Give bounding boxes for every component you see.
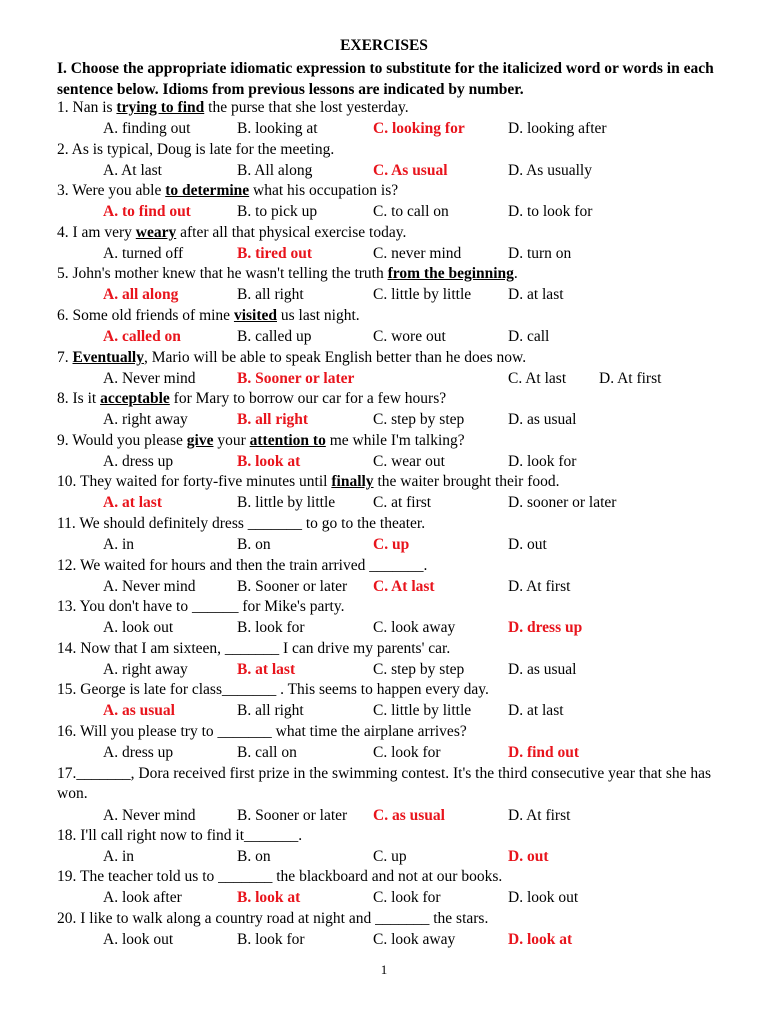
answer-option-correct: B. tired out <box>237 245 313 262</box>
answer-option: C. never mind <box>373 245 462 262</box>
answer-option: A. in <box>103 536 134 553</box>
answer-option-correct: C. At last <box>373 578 435 595</box>
answer-option: D. as usual <box>508 661 577 678</box>
question-text: us last night. <box>277 307 360 324</box>
question-text: 14. Now that I am sixteen, _______ I can drive my parents' car. <box>57 640 451 657</box>
answer-option: B. Sooner or later <box>237 578 348 595</box>
answer-option: C. wear out <box>373 453 445 470</box>
answer-option: B. all right <box>237 702 304 719</box>
answer-option: D. looking after <box>508 120 607 137</box>
question-text: after all that physical exercise today. <box>176 224 407 241</box>
answer-option: A. turned off <box>103 245 184 262</box>
answer-option-correct: D. look at <box>508 931 573 948</box>
answer-option: A. Never mind <box>103 807 196 824</box>
answer-option-correct: D. out <box>508 848 549 865</box>
answer-option: D. call <box>508 328 550 345</box>
keyword-underlined: acceptable <box>100 390 170 407</box>
answer-option: A. look after <box>103 889 182 906</box>
answer-option: C. step by step <box>373 661 465 678</box>
question-text: 18. I'll call right now to find it_______. <box>57 827 303 844</box>
answer-option: A. in <box>103 848 134 865</box>
question-text: 12. We waited for hours and then the train arrived _______. <box>57 557 428 574</box>
answer-option-correct: A. all along <box>103 286 179 303</box>
answer-option-correct: C. As usual <box>373 162 448 179</box>
question-text: the purse that she lost yesterday. <box>204 99 409 116</box>
keyword-underlined: trying to find <box>116 99 205 116</box>
keyword-underlined: weary <box>135 224 177 241</box>
question-text: 9. Would you please <box>57 432 187 449</box>
answer-option: D. look out <box>508 889 579 906</box>
question-text: 8. Is it <box>57 390 101 407</box>
question-text: 16. Will you please try to _______ what time the airplane arrives? <box>57 723 467 740</box>
question-stem <box>57 223 737 243</box>
question-stem <box>57 826 737 846</box>
keyword-underlined: give <box>186 432 214 449</box>
keyword-underlined: Eventually <box>72 349 144 366</box>
answer-option: C. little by little <box>373 702 472 719</box>
question-text: your <box>213 432 250 449</box>
answer-option: B. looking at <box>237 120 318 137</box>
answer-option-correct: B. look at <box>237 453 301 470</box>
question-text: . <box>513 265 518 282</box>
page-title: EXERCISES <box>340 37 428 54</box>
question-stem <box>57 472 737 492</box>
answer-option: B. all right <box>237 286 304 303</box>
question-stem <box>57 514 737 534</box>
answer-option: D. out <box>508 536 547 553</box>
answer-option-correct: A. as usual <box>103 702 175 719</box>
keyword-underlined: to determine <box>165 182 250 199</box>
answer-option: D. to look for <box>508 203 593 220</box>
answer-option: D. At first <box>508 578 571 595</box>
answer-option: C. little by little <box>373 286 472 303</box>
question-text: 5. John's mother knew that he wasn't telling the truth <box>57 265 388 282</box>
answer-option: A. look out <box>103 619 174 636</box>
question-text: for Mary to borrow our car for a few hours? <box>169 390 447 407</box>
keyword-underlined: visited <box>233 307 277 324</box>
answer-option-correct: C. looking for <box>373 120 465 137</box>
question-text: 6. Some old friends of mine <box>57 307 234 324</box>
question-stem <box>57 556 737 576</box>
question-stem <box>57 909 737 929</box>
question-stem <box>57 680 737 700</box>
answer-option: D. as usual <box>508 411 577 428</box>
question-text: the waiter brought their food. <box>373 473 560 490</box>
question-text: 2. As is typical, Doug is late for the meeting. <box>57 141 335 158</box>
answer-option: D. at last <box>508 702 564 719</box>
question-stem <box>57 639 737 659</box>
question-stem <box>57 764 717 804</box>
answer-option: D. At first <box>508 807 571 824</box>
answer-option: A. dress up <box>103 744 174 761</box>
answer-option: A. At last <box>103 162 162 179</box>
question-text: , Mario will be able to speak English better than he does now. <box>143 349 527 366</box>
answer-option: B. look for <box>237 931 305 948</box>
question-text: me while I'm talking? <box>325 432 465 449</box>
answer-option: D. sooner or later <box>508 494 617 511</box>
answer-option-correct: B. look at <box>237 889 301 906</box>
answer-option: C. wore out <box>373 328 446 345</box>
question-text: 13. You don't have to ______ for Mike's party. <box>57 598 345 615</box>
answer-option: C. At last <box>508 370 567 387</box>
question-stem <box>57 264 737 284</box>
question-text: 17._______, Dora received first prize in the swimming contest. It's the third consecutive year that she has won. <box>57 765 712 802</box>
question-text: 3. Were you able <box>57 182 166 199</box>
answer-option-correct: C. up <box>373 536 410 553</box>
question-stem <box>57 389 737 409</box>
page-number: 1 <box>380 962 388 977</box>
answer-option-correct: A. to find out <box>103 203 191 220</box>
answer-option-correct: B. at last <box>237 661 296 678</box>
question-stem <box>57 867 737 887</box>
answer-option: B. on <box>237 848 271 865</box>
answer-option: B. call on <box>237 744 297 761</box>
answer-option: A. Never mind <box>103 370 196 387</box>
answer-option: C. at first <box>373 494 432 511</box>
answer-option: B. little by little <box>237 494 336 511</box>
answer-option: D. look for <box>508 453 577 470</box>
question-text: 15. George is late for class_______ . This seems to happen every day. <box>57 681 489 698</box>
question-text: 11. We should definitely dress _______ to go to the theater. <box>57 515 426 532</box>
answer-option: B. look for <box>237 619 305 636</box>
question-text: 19. The teacher told us to _______ the blackboard and not at our books. <box>57 868 503 885</box>
answer-option: A. finding out <box>103 120 191 137</box>
question-stem <box>57 431 737 451</box>
answer-option: B. called up <box>237 328 312 345</box>
question-text: 20. I like to walk along a country road at night and _______ the stars. <box>57 910 489 927</box>
keyword-underlined: finally <box>331 473 374 490</box>
keyword-underlined: attention to <box>249 432 326 449</box>
answer-option: B. on <box>237 536 271 553</box>
answer-option: C. look away <box>373 931 456 948</box>
answer-option-correct: B. all right <box>237 411 309 428</box>
question-text: what his occupation is? <box>249 182 399 199</box>
answer-option: A. right away <box>103 661 188 678</box>
answer-option: A. look out <box>103 931 174 948</box>
answer-option: A. Never mind <box>103 578 196 595</box>
answer-option-correct: D. dress up <box>508 619 583 636</box>
answer-option-correct: B. Sooner or later <box>237 370 355 387</box>
question-stem <box>57 348 737 368</box>
keyword-underlined: from the beginning <box>387 265 514 282</box>
answer-option-correct: A. called on <box>103 328 181 345</box>
question-text: 4. I am very <box>57 224 136 241</box>
answer-option: D. As usually <box>508 162 592 179</box>
answer-option: C. up <box>373 848 407 865</box>
answer-option: B. to pick up <box>237 203 318 220</box>
answer-option: D. At first <box>599 370 662 387</box>
answer-option-correct: D. find out <box>508 744 580 761</box>
answer-option: D. at last <box>508 286 564 303</box>
question-stem <box>57 722 737 742</box>
instructions: I. Choose the appropriate idiomatic expression to substitute for the italicized word or words in each sentence below. Idioms from previous lessons are indicated by number. <box>57 60 714 98</box>
answer-option: A. dress up <box>103 453 174 470</box>
answer-option: C. step by step <box>373 411 465 428</box>
answer-option: C. look for <box>373 889 441 906</box>
answer-option: A. right away <box>103 411 188 428</box>
answer-option: C. look away <box>373 619 456 636</box>
question-text: 10. They waited for forty-five minutes until <box>57 473 332 490</box>
answer-option-correct: A. at last <box>103 494 162 511</box>
answer-option: C. look for <box>373 744 441 761</box>
question-text: 7. <box>57 349 73 366</box>
answer-option: B. Sooner or later <box>237 807 348 824</box>
answer-option: C. to call on <box>373 203 449 220</box>
question-stem <box>57 140 737 160</box>
question-text: 1. Nan is <box>57 99 117 116</box>
answer-option: B. All along <box>237 162 313 179</box>
question-stem <box>57 597 737 617</box>
question-stem <box>57 306 737 326</box>
answer-option-correct: C. as usual <box>373 807 445 824</box>
answer-option: D. turn on <box>508 245 572 262</box>
question-stem <box>57 181 737 201</box>
question-stem <box>57 98 737 118</box>
